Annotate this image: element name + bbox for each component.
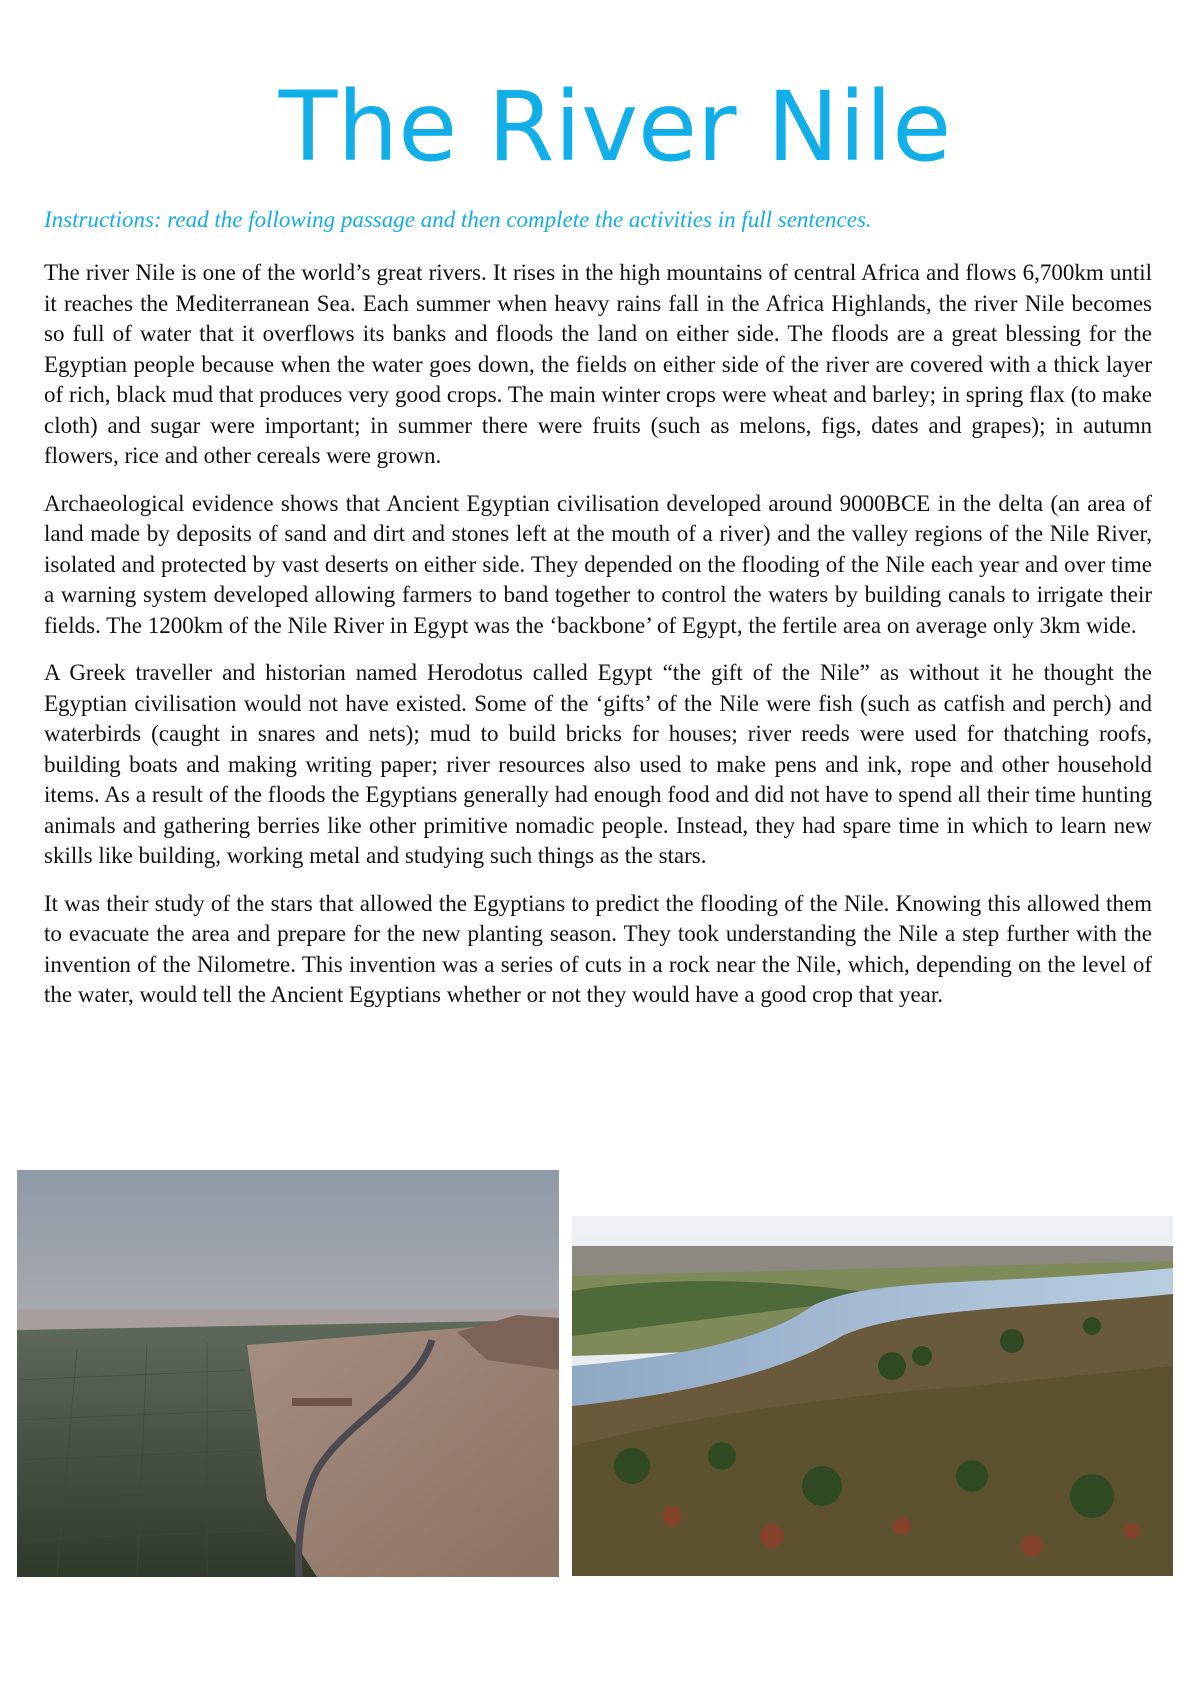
passage-paragraph-1: The river Nile is one of the world’s great rivers. It rises in the high mountains of central Africa and flows 6,700km until it reaches the Mediterranean Sea. Each summer when heavy rains fall in the Africa Highlands, the river Nile becomes so full of water that it overflows its banks and floods the land on either side. The floods are a great blessing for the Egyptian people because when the water goes down, the fields on either side of the river are covered with a thick layer of rich, black mud that produces very good crops. The main winter crops were wheat and barley; in spring flax (to make cloth) and sugar were important; in summer there were fruits (such as melons, figs, dates and grapes); in autumn flowers, rice and other cereals were grown.	[44, 260, 1152, 468]
page-title: The River Nile	[278, 71, 952, 183]
aerial-valley-illustration	[17, 1170, 559, 1577]
instructions-text: Instructions: read the following passage and then complete the activities in full sentences.	[44, 207, 872, 232]
aerial-valley-photo	[17, 1170, 559, 1577]
temple-ruins	[292, 1398, 352, 1406]
passage-paragraph-3: A Greek traveller and historian named Herodotus called Egypt “the gift of the Nile” as without it he thought the Egyptian civilisation would not have existed. Some of the ‘gifts’ of the Nile were fish (such as catfish and perch) and waterbirds (caught in snares and nets); mud to build bricks for houses; river reeds were used for thatching roofs, building boats and making writing paper; river resources also used to make pens and ink, rope and other household items. As a result of the floods the Egyptians generally had enough food and did not have to spend all their time hunting animals and gathering berries like other primitive nomadic people. Instead, they had spare time in which to learn new skills like building, working metal and studying such things as the stars.	[44, 660, 1152, 868]
passage	[44, 258, 1152, 1028]
nile-river-photo	[572, 1216, 1173, 1576]
passage-paragraph-2: Archaeological evidence shows that Ancient Egyptian civilisation developed around 9000BCE in the delta (an area of land made by deposits of sand and dirt and stones left at the mouth of a river) and the valley regions of the Nile River, isolated and protected by vast deserts on either side. They depended on the flooding of the Nile each year and over time a warning system developed allowing farmers to band together to control the waters by building canals to irrigate their fields. The 1200km of the Nile River in Egypt was the ‘backbone’ of Egypt, the fertile area on average only 3km wide.	[44, 490, 1152, 638]
nile-river-illustration	[572, 1216, 1173, 1576]
passage-paragraph-4: It was their study of the stars that allowed the Egyptians to predict the flooding of the Nile. Knowing this allowed them to evacuate the area and prepare for the new planting season. They took understanding the Nile a step further with the invention of the Nilometre. This invention was a series of cuts in a rock near the Nile, which, depending on the level of the water, would tell the Ancient Egyptians whether or not they would have a good crop that year.	[44, 890, 1152, 1007]
